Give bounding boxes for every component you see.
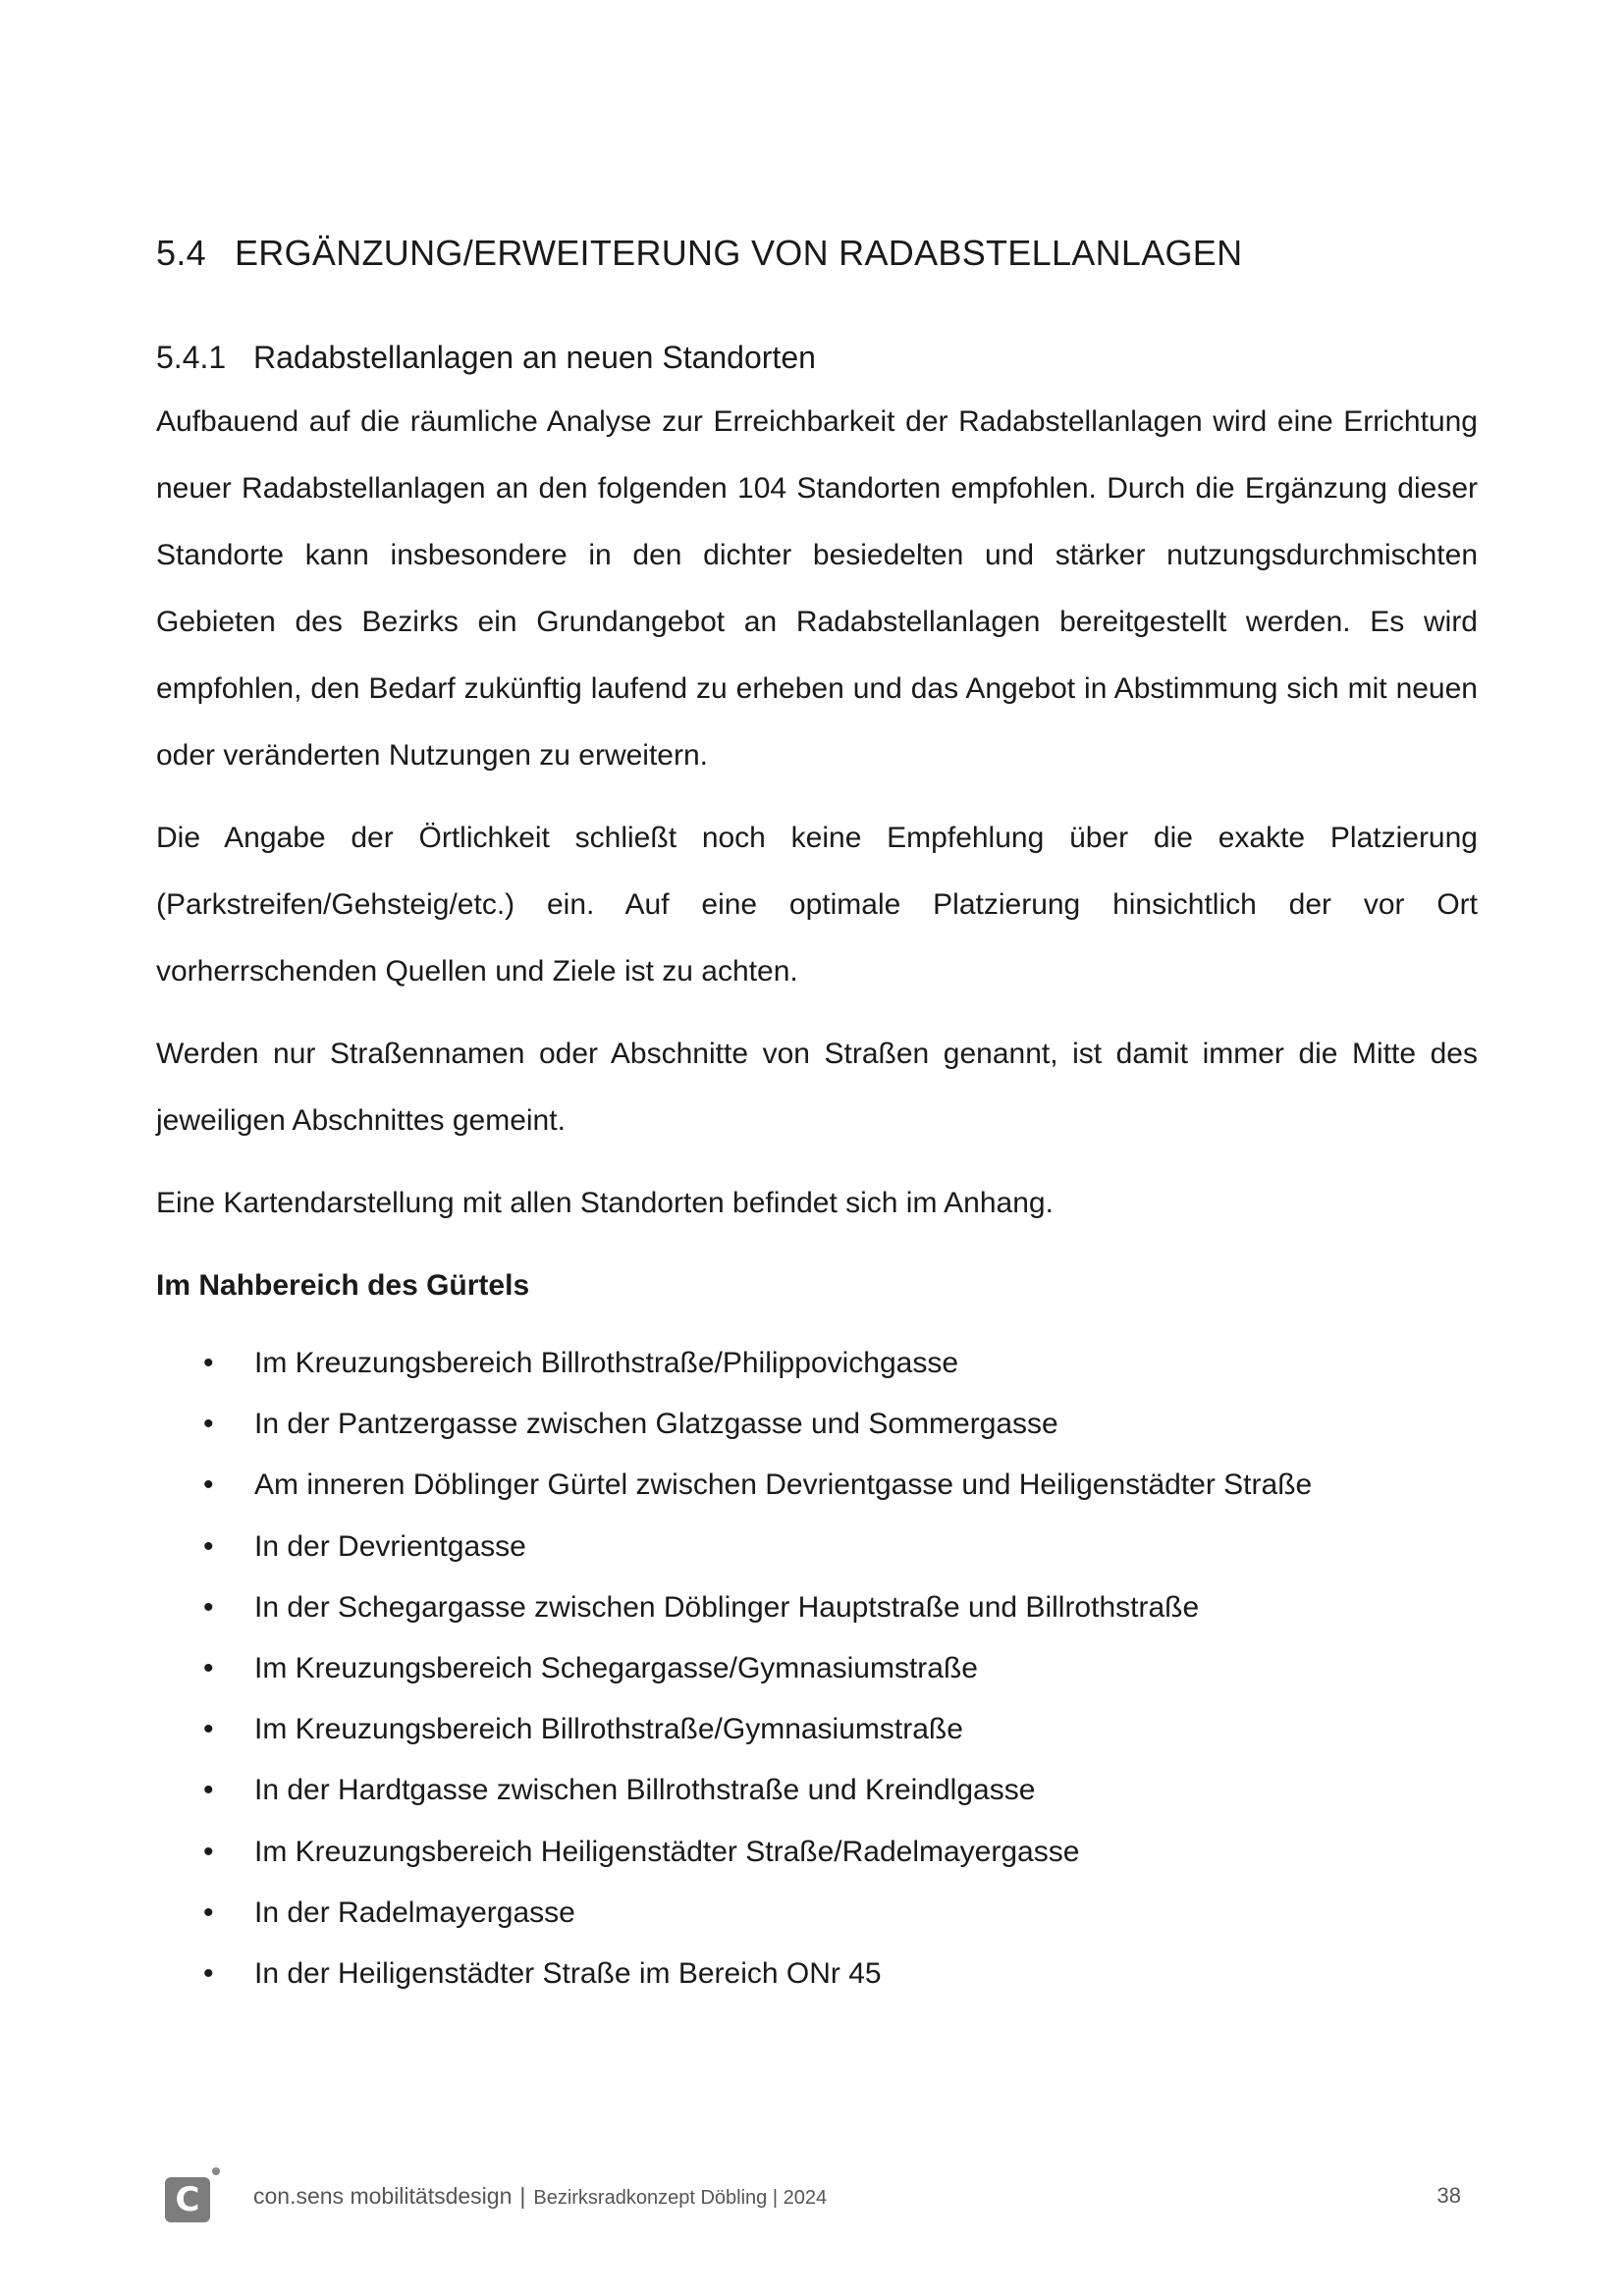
list-item <box>156 1944 1478 2004</box>
footer-company: con.sens mobilitätsdesign <box>253 2183 513 2209</box>
bullet-icon: • <box>203 1713 214 1746</box>
list-heading: Im Nahbereich des Gürtels <box>156 1269 530 1302</box>
list-item <box>156 1760 1478 1821</box>
bullet-icon: • <box>203 1529 214 1563</box>
list-item-text: In der Radelmayergasse <box>254 1896 575 1929</box>
list-item-text: In der Devrientgasse <box>254 1529 526 1563</box>
logo-dot <box>212 2167 220 2175</box>
list-item-text: Im Kreuzungsbereich Billrothstraße/Philippovichgasse <box>254 1347 959 1379</box>
subsection-heading <box>156 334 1478 381</box>
footer-credit <box>253 2183 827 2210</box>
bullet-icon: • <box>203 1652 214 1685</box>
subsection-title: Radabstellanlagen an neuen Standorten <box>253 340 816 375</box>
page-content <box>156 226 1478 2004</box>
list-item <box>156 1517 1478 1577</box>
bullet-icon: • <box>203 1408 214 1441</box>
consens-logo-icon <box>165 2177 210 2222</box>
list-item <box>156 1699 1478 1760</box>
list-item-text: Im Kreuzungsbereich Heiligenstädter Straße/Radelmayergasse <box>254 1835 1080 1868</box>
list-item-text: In der Hardtgasse zwischen Billrothstraße und Kreindlgasse <box>254 1774 1036 1807</box>
bullet-icon: • <box>203 1957 214 1991</box>
bullet-icon: • <box>203 1468 214 1502</box>
list-item <box>156 1394 1478 1455</box>
list-item <box>156 1577 1478 1638</box>
section-heading <box>156 226 1478 281</box>
list-item-text: Am inneren Döblinger Gürtel zwischen Devrientgasse und Heiligenstädter Straße <box>254 1468 1313 1502</box>
page-number: 38 <box>1436 2183 1461 2208</box>
list-item-text: In der Schegargasse zwischen Döblinger Hauptstraße und Billrothstraße <box>254 1590 1200 1624</box>
logo-letter: C <box>175 2180 200 2219</box>
paragraph-placement: Die Angabe der Örtlichkeit schließt noch keine Empfehlung über die exakte Platzierung (Parkstreifen/Gehsteig/etc.) ein. Auf eine optimale Platzierung hinsichtlich der vor Ort vorherrschenden Quellen und Ziele ist zu achten. <box>156 822 1478 988</box>
subsection-number: 5.4.1 <box>156 340 227 375</box>
bullet-icon: • <box>203 1835 214 1868</box>
list-item <box>156 1822 1478 1883</box>
paragraph-street-sections: Werden nur Straßennamen oder Abschnitte von Straßen genannt, ist damit immer die Mitte des jeweiligen Abschnittes gemeint. <box>156 1038 1478 1137</box>
paragraph-map-reference: Eine Kartendarstellung mit allen Standorten befindet sich im Anhang. <box>156 1187 1054 1219</box>
bullet-icon: • <box>203 1774 214 1807</box>
section-number: 5.4 <box>156 233 206 273</box>
section-title: ERGÄNZUNG/ERWEITERUNG VON RADABSTELLANLAGEN <box>235 233 1243 273</box>
bullet-icon: • <box>203 1347 214 1379</box>
list-item <box>156 1883 1478 1944</box>
list-item-text: Im Kreuzungsbereich Schegargasse/Gymnasiumstraße <box>254 1652 978 1685</box>
bullet-icon: • <box>203 1590 214 1624</box>
paragraph-analysis: Aufbauend auf die räumliche Analyse zur Erreichbarkeit der Radabstellanlagen wird eine Errichtung neuer Radabstellanlagen an den folgenden 104 Standorten empfohlen. Durch die Ergänzung dieser Standorte kann insbesondere in den dichter besiedelten und stärker nutzungsdurchmischten Gebieten des Bezirks ein Grundangebot an Radabstellanlagen bereitgestellt werden. Es wird empfohlen, den Bedarf zukünftig laufend zu erheben und das Angebot in Abstimmung sich mit neuen oder veränderten Nutzungen zu erweitern. <box>156 405 1478 772</box>
footer-project: Bezirksradkonzept Döbling | 2024 <box>533 2187 828 2209</box>
bullet-icon: • <box>203 1896 214 1929</box>
list-item <box>156 1455 1478 1516</box>
list-item <box>156 1333 1478 1394</box>
list-item <box>156 1638 1478 1699</box>
footer-separator: | <box>519 2183 526 2209</box>
location-list <box>156 1333 1478 2004</box>
page-footer <box>165 2175 1461 2224</box>
list-item-text: In der Heiligenstädter Straße im Bereich ONr 45 <box>254 1957 882 1991</box>
list-item-text: Im Kreuzungsbereich Billrothstraße/Gymnasiumstraße <box>254 1713 963 1746</box>
list-item-text: In der Pantzergasse zwischen Glatzgasse und Sommergasse <box>254 1408 1058 1441</box>
